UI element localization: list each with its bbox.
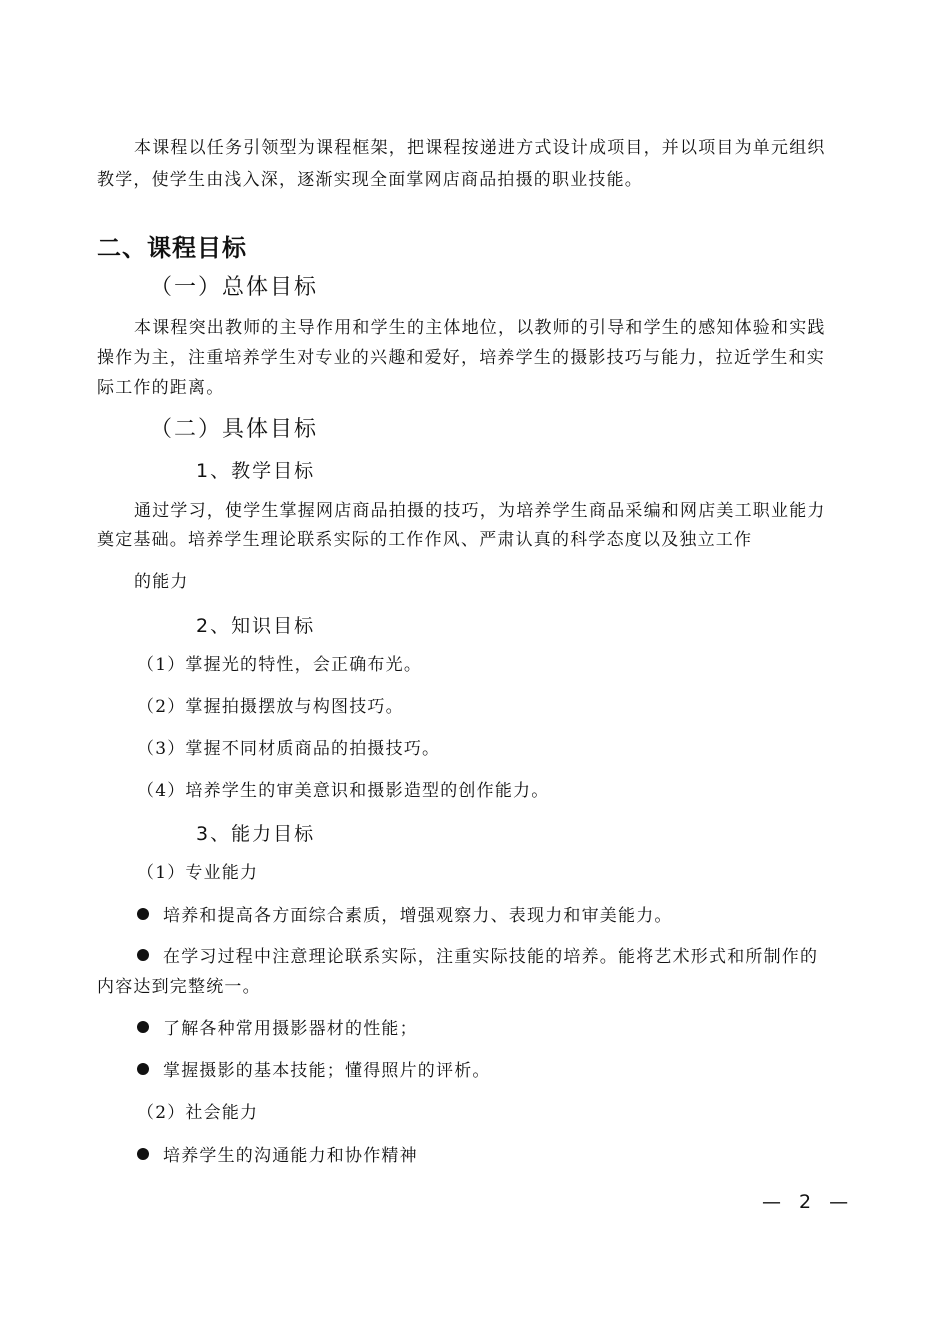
bullet-text: 掌握摄影的基本技能；懂得照片的评析。 xyxy=(163,1061,491,1081)
teaching-line-1: 通过学习，使学生掌握网店商品拍摄的技巧，为培养学生商品采编和网店美工职业能力 xyxy=(134,501,826,521)
overall-goal-heading: （一）总体目标 xyxy=(150,275,319,300)
bullet-icon xyxy=(137,1063,149,1075)
intro-line-2: 教学，使学生由浅入深，逐渐实现全面掌网店商品拍摄的职业技能。 xyxy=(97,170,643,190)
bullet-text-continuation: 内容达到完整统一。 xyxy=(97,977,261,997)
bullet-text: 在学习过程中注意理论联系实际，注重实际技能的培养。能将艺术形式和所制作的 xyxy=(163,947,819,967)
knowledge-goal-heading: 2、知识目标 xyxy=(196,615,316,637)
bullet-icon xyxy=(137,949,149,961)
social-ability-heading: （2）社会能力 xyxy=(137,1103,259,1123)
bullet-item xyxy=(137,1056,491,1081)
bullet-icon xyxy=(137,908,149,920)
teaching-goal-heading: 1、教学目标 xyxy=(196,460,316,482)
bullet-icon xyxy=(137,1021,149,1033)
teaching-line-2: 奠定基础。培养学生理论联系实际的工作作风、严肃认真的科学态度以及独立工作 xyxy=(97,530,753,550)
knowledge-item: （4）培养学生的审美意识和摄影造型的创作能力。 xyxy=(137,781,550,801)
bullet-text: 了解各种常用摄影器材的性能； xyxy=(163,1019,418,1039)
bullet-icon xyxy=(137,1148,149,1160)
section-heading: 二、课程目标 xyxy=(97,234,247,262)
ability-goal-heading: 3、能力目标 xyxy=(196,823,316,845)
bullet-item xyxy=(137,1014,418,1039)
intro-line-1: 本课程以任务引领型为课程框架，把课程按递进方式设计成项目，并以项目为单元组织 xyxy=(134,138,826,158)
overall-line-1: 本课程突出教师的主导作用和学生的主体地位，以教师的引导和学生的感知体验和实践 xyxy=(134,318,826,338)
bullet-text: 培养和提高各方面综合素质，增强观察力、表现力和审美能力。 xyxy=(163,906,673,926)
teaching-line-3: 的能力 xyxy=(134,572,189,592)
bullet-item xyxy=(137,1141,418,1166)
bullet-item xyxy=(137,901,673,926)
professional-ability-heading: （1）专业能力 xyxy=(137,863,259,883)
knowledge-item: （2）掌握拍摄摆放与构图技巧。 xyxy=(137,697,404,717)
overall-line-3: 际工作的距离。 xyxy=(97,378,225,398)
bullet-text: 培养学生的沟通能力和协作精神 xyxy=(163,1146,418,1166)
knowledge-item: （3）掌握不同材质商品的拍摄技巧。 xyxy=(137,739,441,759)
specific-goal-heading: （二）具体目标 xyxy=(150,417,319,442)
bullet-item xyxy=(137,942,818,967)
overall-line-2: 操作为主，注重培养学生对专业的兴趣和爱好，培养学生的摄影技巧与能力，拉近学生和实 xyxy=(97,348,825,368)
page-number: — 2 — xyxy=(762,1191,855,1213)
knowledge-item: （1）掌握光的特性，会正确布光。 xyxy=(137,655,423,675)
